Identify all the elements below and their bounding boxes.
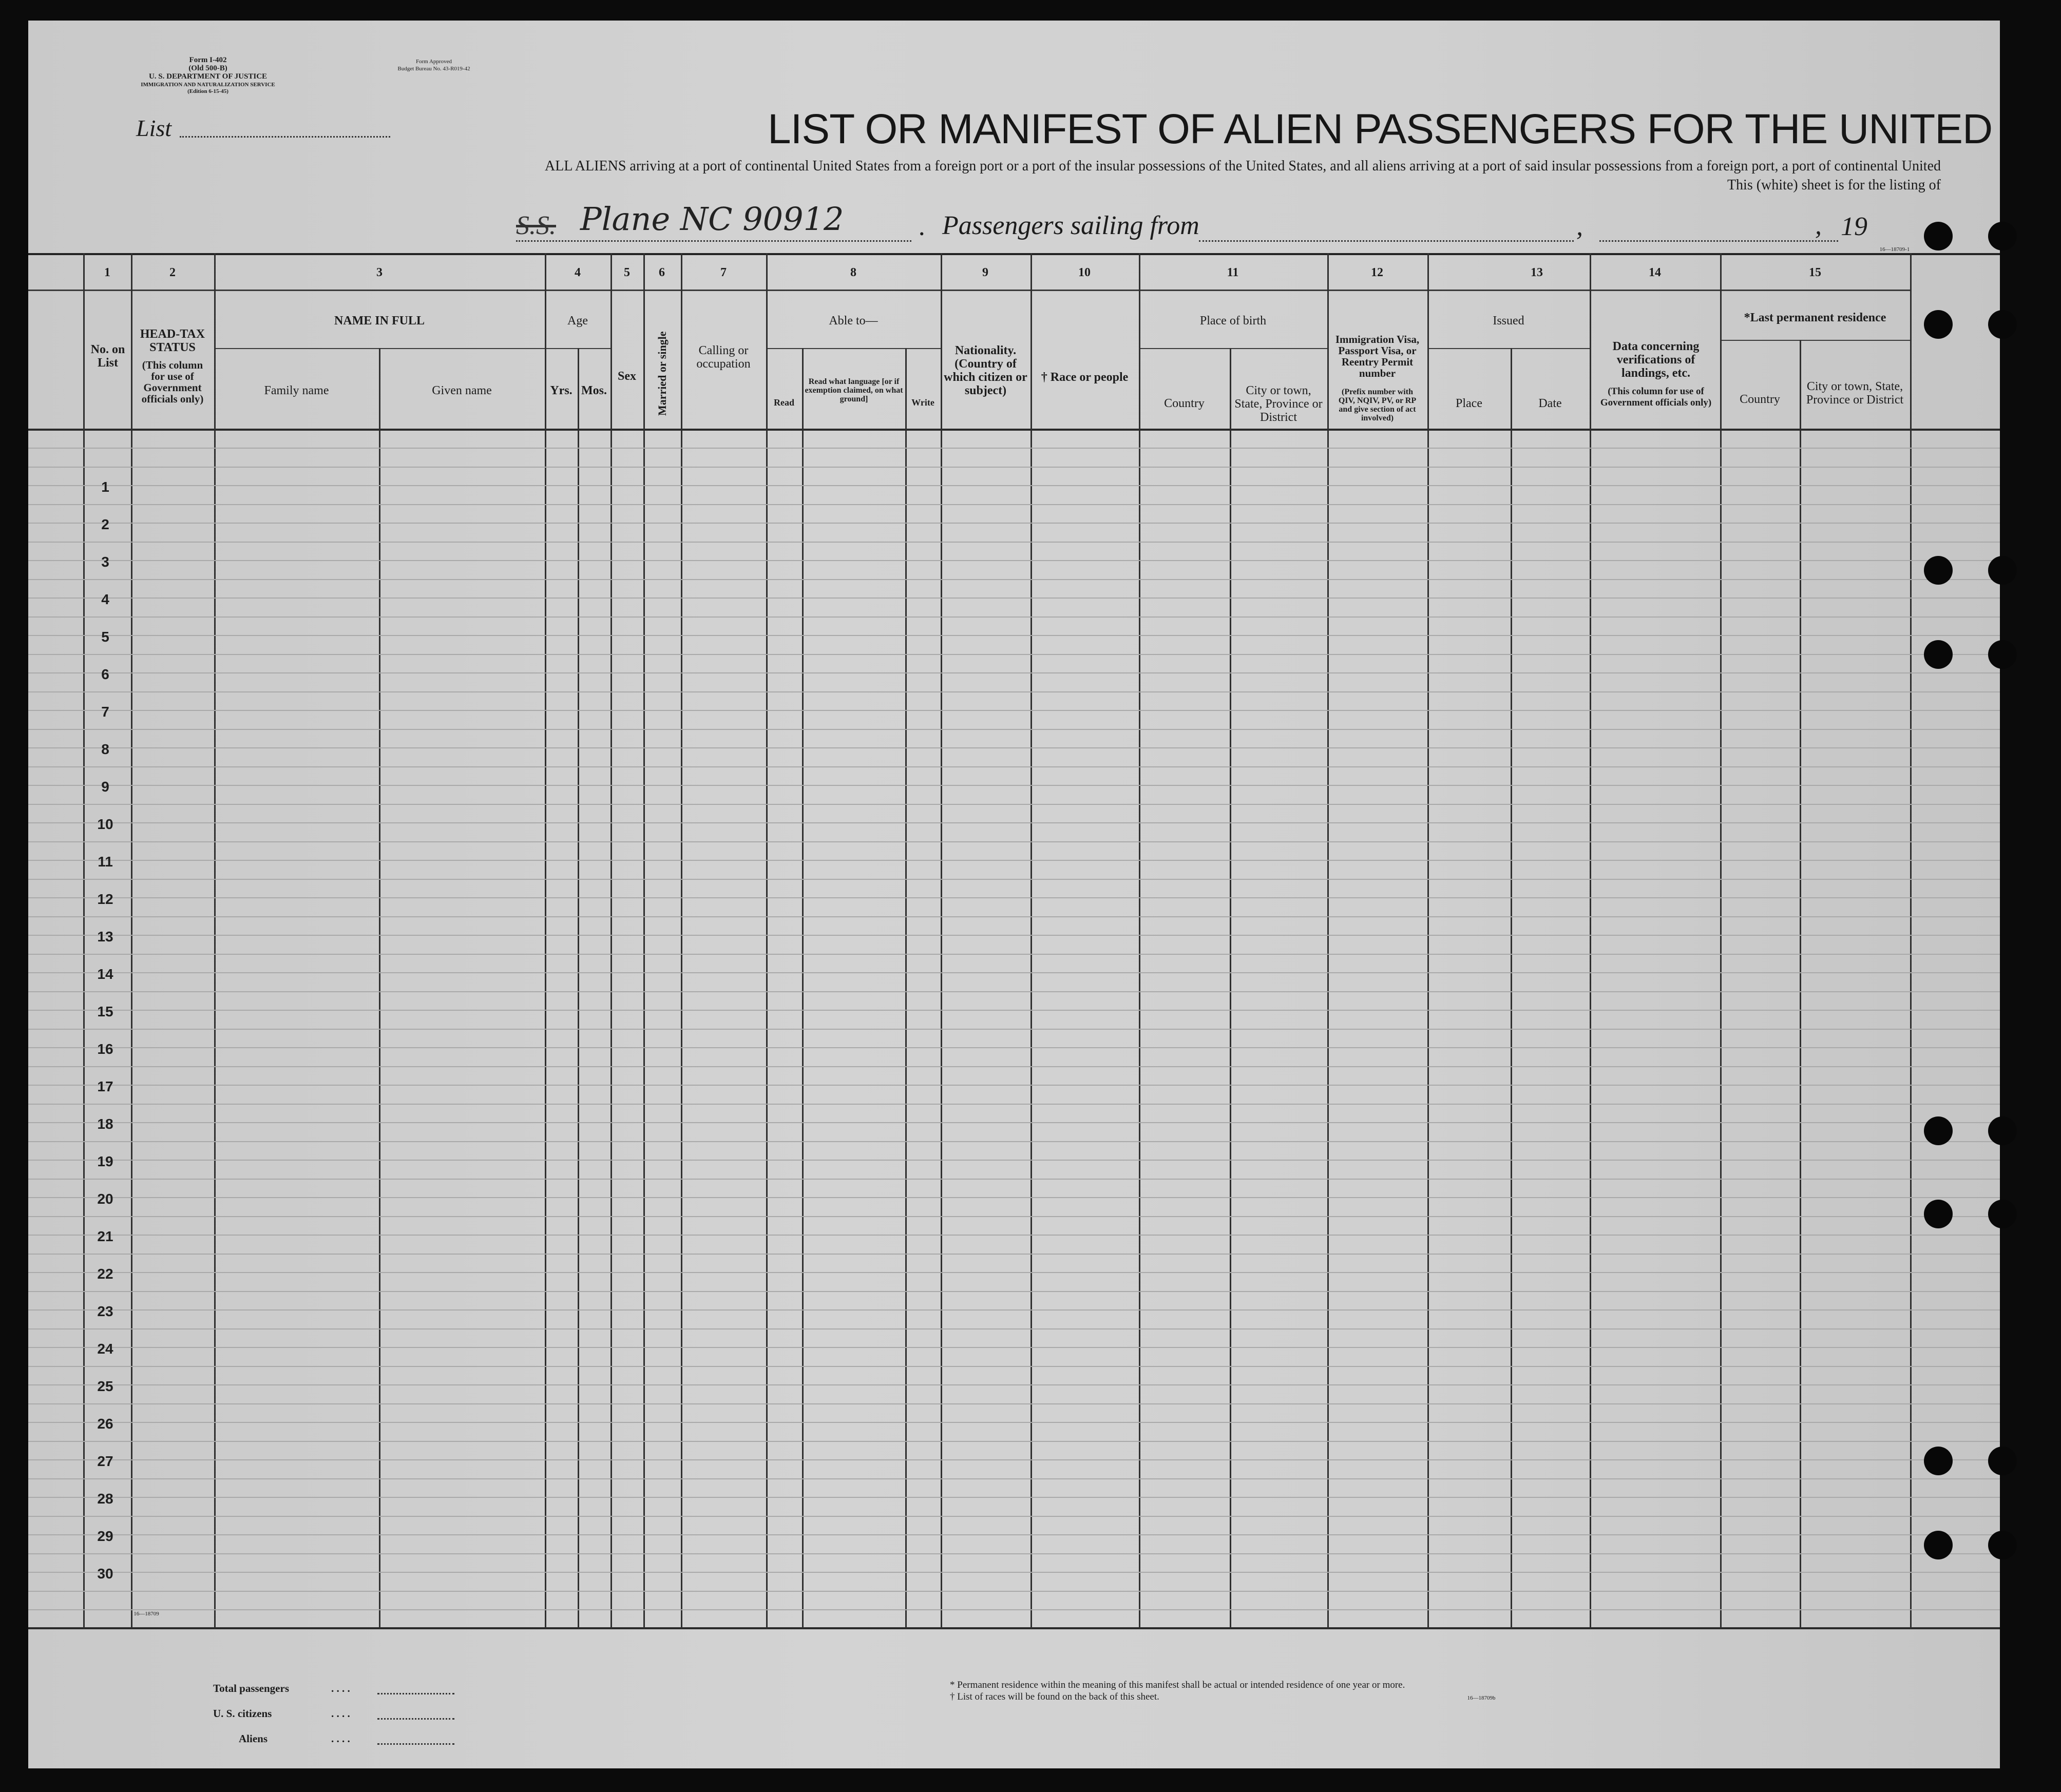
row-number: 23: [97, 1303, 113, 1319]
us-citizens-label: U. S. citizens: [213, 1707, 272, 1720]
col-line-4b: [578, 348, 579, 1629]
header-race: † Race or people: [1041, 371, 1129, 384]
header-read: Read: [774, 397, 794, 408]
row-number: 8: [101, 741, 109, 757]
header-head-tax: HEAD-TAX STATUS: [140, 327, 205, 354]
ruling-line: [28, 1478, 2000, 1479]
table-top-border: [28, 253, 2000, 255]
row-number: 10: [97, 816, 113, 832]
header-age-yrs: Yrs.: [550, 384, 572, 397]
col-line-11b: [1230, 348, 1231, 1629]
punch-hole: [1988, 1531, 2017, 1559]
header-birth-country: Country: [1164, 397, 1205, 410]
punch-hole: [1988, 556, 2017, 585]
header-calling: Calling or occupation: [696, 344, 751, 371]
ruling-line: [28, 785, 2000, 786]
header-able-to: Able to—: [829, 314, 878, 327]
header-issued-place: Place: [1456, 397, 1482, 410]
colnum-2: 2: [169, 266, 176, 279]
colnum-6: 6: [659, 266, 665, 279]
ruling-line: [28, 879, 2000, 880]
ruling-line: [28, 1516, 2000, 1517]
ruling-line: [28, 1047, 2000, 1048]
ruling-line: [28, 954, 2000, 955]
ruling-line: [28, 935, 2000, 936]
ruling-line: [28, 860, 2000, 861]
ruling-line: [28, 710, 2000, 711]
header-verification-note: (This column for use of Government officials only): [1600, 386, 1712, 408]
aliens-dots: . . . .: [331, 1732, 350, 1745]
bottom-print-code: 16—18709: [133, 1611, 159, 1617]
ruling-line: [28, 1347, 2000, 1348]
colnum-11: 11: [1227, 266, 1239, 279]
colnum-14: 14: [1649, 266, 1661, 279]
form-number: Form I-402: [189, 56, 227, 64]
ruling-line: [28, 560, 2000, 561]
vessel-field-line[interactable]: [516, 240, 911, 242]
header-age: Age: [567, 314, 588, 327]
ruling-line: [28, 1534, 2000, 1535]
ruling-line: [28, 542, 2000, 543]
header-age-mos: Mos.: [581, 384, 607, 397]
ruling-line: [28, 991, 2000, 992]
row-number: 1: [101, 479, 109, 495]
ruling-line: [28, 1104, 2000, 1105]
col-line-13b: [1511, 348, 1512, 1629]
page-title: LIST OR MANIFEST OF ALIEN PASSENGERS FOR THE UNITED: [768, 106, 1993, 152]
header-married-single: Married or single: [656, 331, 669, 416]
ruling-line: [28, 467, 2000, 468]
row-number: 15: [97, 1004, 113, 1019]
able-subheader-line: [766, 348, 941, 349]
list-label: List: [136, 115, 172, 141]
ruling-line: [28, 1010, 2000, 1011]
header-sex: Sex: [618, 370, 636, 383]
us-citizens-field[interactable]: [377, 1718, 454, 1720]
ruling-line: [28, 1572, 2000, 1573]
header-given-name: Given name: [432, 384, 492, 397]
row-number: 21: [97, 1228, 113, 1244]
column-number-line: [28, 290, 1910, 291]
header-birth-city: City or town, State, Province or District: [1234, 384, 1323, 424]
header-head-tax-note: (This column for use of Government officials only): [141, 359, 204, 405]
header-family-name: Family name: [264, 384, 329, 397]
list-number-field[interactable]: [180, 136, 390, 138]
col-line-3b: [379, 348, 380, 1629]
row-number: 22: [97, 1266, 113, 1282]
row-number: 24: [97, 1341, 113, 1357]
vessel-name-handwritten: Plane NC 90912: [580, 200, 844, 238]
row-number: 7: [101, 704, 109, 720]
ruling-line: [28, 1160, 2000, 1161]
ruling-line: [28, 822, 2000, 823]
punch-hole: [1924, 1531, 1953, 1559]
subtitle-line-2: This (white) sheet is for the listing of: [1727, 177, 1941, 193]
ruling-line: [28, 804, 2000, 805]
ruling-line: [28, 523, 2000, 524]
ruling-line: [28, 1066, 2000, 1067]
row-number: 18: [97, 1116, 113, 1132]
row-number: 6: [101, 666, 109, 682]
punch-hole: [1988, 1200, 2017, 1228]
header-issued: Issued: [1493, 314, 1524, 327]
row-number: 4: [101, 591, 109, 607]
punch-hole: [1988, 1447, 2017, 1475]
subtitle-line-1: ALL ALIENS arriving at a port of continental United States from a foreign port or a port of the insular possessions of the United States, and all aliens arriving at a port of said insular possessions from a foreign port, a port of continental United: [545, 158, 1941, 174]
row-number: 27: [97, 1453, 113, 1469]
ruling-line: [28, 841, 2000, 842]
ruling-line: [28, 897, 2000, 898]
ruling-line: [28, 1328, 2000, 1329]
row-number: 20: [97, 1191, 113, 1207]
header-visa-note: (Prefix number with QIV, NQIV, PV, or RP and give section of act involved): [1338, 388, 1417, 422]
row-number: 25: [97, 1378, 113, 1394]
row-number: 17: [97, 1078, 113, 1094]
punch-hole: [1988, 1116, 2017, 1145]
row-number: 30: [97, 1566, 113, 1582]
ruling-line: [28, 1609, 2000, 1610]
dot-1: .: [919, 212, 926, 241]
ruling-line: [28, 766, 2000, 767]
ruling-line: [28, 1254, 2000, 1255]
ruling-line: [28, 1029, 2000, 1030]
header-residence-country: Country: [1740, 393, 1780, 406]
header-visa-number: Immigration Visa, Passport Visa, or Reentry Permit number: [1335, 333, 1420, 379]
ruling-line: [28, 1291, 2000, 1292]
row-number: 12: [97, 891, 113, 907]
total-passengers-label: Total passengers: [213, 1682, 289, 1694]
comma-2: ,: [1815, 211, 1822, 240]
ruling-line: [28, 1497, 2000, 1498]
ruling-line: [28, 1422, 2000, 1423]
ruling-line: [28, 1591, 2000, 1592]
footnote-residence: * Permanent residence within the meaning of this manifest shall be actual or intended residence of one year or more.: [950, 1680, 1405, 1690]
footer-print-code: 16—18709b: [1467, 1695, 1496, 1701]
col-line-15b: [1800, 340, 1801, 1629]
row-number: 28: [97, 1491, 113, 1507]
form-edition: (Edition 6-15-45): [187, 88, 228, 94]
col-line-8c: [905, 348, 907, 1629]
ruling-line: [28, 729, 2000, 730]
department-name: U. S. DEPARTMENT OF JUSTICE: [148, 72, 268, 81]
ruling-line: [28, 616, 2000, 618]
row-number: 29: [97, 1528, 113, 1544]
total-dots: . . . .: [331, 1682, 350, 1694]
colnum-8: 8: [850, 266, 856, 279]
punch-hole: [1924, 640, 1953, 669]
ruling-line: [28, 448, 2000, 449]
colnum-13: 13: [1531, 266, 1543, 279]
punch-hole: [1924, 222, 1953, 251]
header-bottom-line: [28, 429, 2000, 431]
colnum-15: 15: [1809, 266, 1821, 279]
ruling-line: [28, 1309, 2000, 1311]
ruling-line: [28, 972, 2000, 973]
row-number: 9: [101, 779, 109, 795]
row-number: 26: [97, 1416, 113, 1432]
punch-hole: [1924, 1447, 1953, 1475]
table-bottom-line: [28, 1627, 2000, 1629]
ruling-line: [28, 504, 2000, 505]
colnum-5: 5: [624, 266, 630, 279]
header-place-of-birth: Place of birth: [1199, 314, 1267, 327]
ruling-line: [28, 691, 2000, 692]
row-number: 3: [101, 554, 109, 570]
ruling-line: [28, 1403, 2000, 1404]
punch-hole: [1924, 556, 1953, 585]
row-number: 16: [97, 1041, 113, 1057]
header-issued-date: Date: [1538, 397, 1562, 410]
citizens-dots: . . . .: [331, 1707, 350, 1720]
ruling-line: [28, 672, 2000, 673]
punch-hole: [1988, 222, 2017, 251]
header-last-residence: *Last permanent residence: [1744, 311, 1886, 324]
row-number: 13: [97, 929, 113, 945]
ruling-line: [28, 1553, 2000, 1554]
comma-1: ,: [1576, 212, 1583, 241]
ruling-line: [28, 579, 2000, 580]
ruling-line: [28, 485, 2000, 486]
row-number: 11: [98, 854, 113, 870]
header-nationality: Nationality. (Country of which citizen or subject): [944, 344, 1027, 397]
colnum-1: 1: [104, 266, 110, 279]
col-line-8b: [802, 348, 804, 1629]
punch-hole: [1924, 310, 1953, 339]
punch-hole: [1988, 640, 2017, 669]
sailing-from-label: Passengers sailing from: [942, 211, 1199, 240]
aliens-label: Aliens: [239, 1732, 268, 1745]
ruling-line: [28, 1122, 2000, 1123]
header-write: Write: [911, 397, 934, 408]
punch-hole: [1924, 1116, 1953, 1145]
total-passengers-field[interactable]: [377, 1693, 454, 1694]
ruling-line: [28, 1216, 2000, 1217]
header-read-language: Read what language [or if exemption claimed, on what ground]: [805, 377, 903, 403]
manifest-sheet: [28, 21, 2000, 1768]
ss-struck-label: S.S.: [516, 211, 556, 240]
ruling-line: [28, 1272, 2000, 1273]
row-number: 19: [97, 1153, 113, 1169]
ruling-line: [28, 1085, 2000, 1086]
colnum-4: 4: [575, 266, 581, 279]
ruling-line: [28, 654, 2000, 655]
aliens-field[interactable]: [377, 1743, 454, 1745]
ruling-line: [28, 916, 2000, 917]
colnum-3: 3: [376, 266, 383, 279]
punch-hole: [1924, 1200, 1953, 1228]
ruling-line: [28, 1179, 2000, 1180]
ruling-line: [28, 1384, 2000, 1385]
colnum-7: 7: [720, 266, 727, 279]
form-approved: Form Approved: [416, 59, 452, 65]
year-prefix: 19: [1841, 212, 1867, 241]
service-name: IMMIGRATION AND NATURALIZATION SERVICE: [141, 82, 275, 88]
ruling-line: [28, 1459, 2000, 1460]
budget-bureau-number: Budget Bureau No. 43-R019-42: [397, 66, 470, 72]
header-no-on-list: No. on List: [90, 343, 125, 370]
colnum-12: 12: [1371, 266, 1383, 279]
issued-subheader-line: [1427, 348, 1590, 349]
header-name-in-full: NAME IN FULL: [334, 314, 425, 327]
form-old-number: (Old 500-B): [188, 64, 227, 72]
ruling-line: [28, 1141, 2000, 1142]
residence-subheader-line: [1720, 340, 1910, 341]
row-number: 2: [101, 516, 109, 532]
colnum-10: 10: [1078, 266, 1091, 279]
ruling-line: [28, 1197, 2000, 1198]
date-field[interactable]: [1599, 240, 1838, 242]
ruling-line: [28, 747, 2000, 748]
ruling-line: [28, 598, 2000, 599]
ruling-line: [28, 1441, 2000, 1442]
header-residence-city: City or town, State, Province or District: [1806, 380, 1904, 407]
colnum-9: 9: [982, 266, 988, 279]
punch-hole: [1988, 310, 2017, 339]
header-verification: Data concerning verifications of landings, etc.: [1612, 340, 1700, 380]
birth-subheader-line: [1139, 348, 1327, 349]
row-number: 14: [97, 966, 113, 982]
ruling-line: [28, 1235, 2000, 1236]
row-number: 5: [101, 629, 109, 645]
print-code-top: 16—18709-1: [1879, 246, 1910, 253]
footnote-races: † List of races will be found on the back of this sheet.: [950, 1691, 1159, 1702]
ruling-line: [28, 635, 2000, 636]
ruling-line: [28, 1366, 2000, 1367]
sailing-from-field[interactable]: [1199, 240, 1574, 242]
